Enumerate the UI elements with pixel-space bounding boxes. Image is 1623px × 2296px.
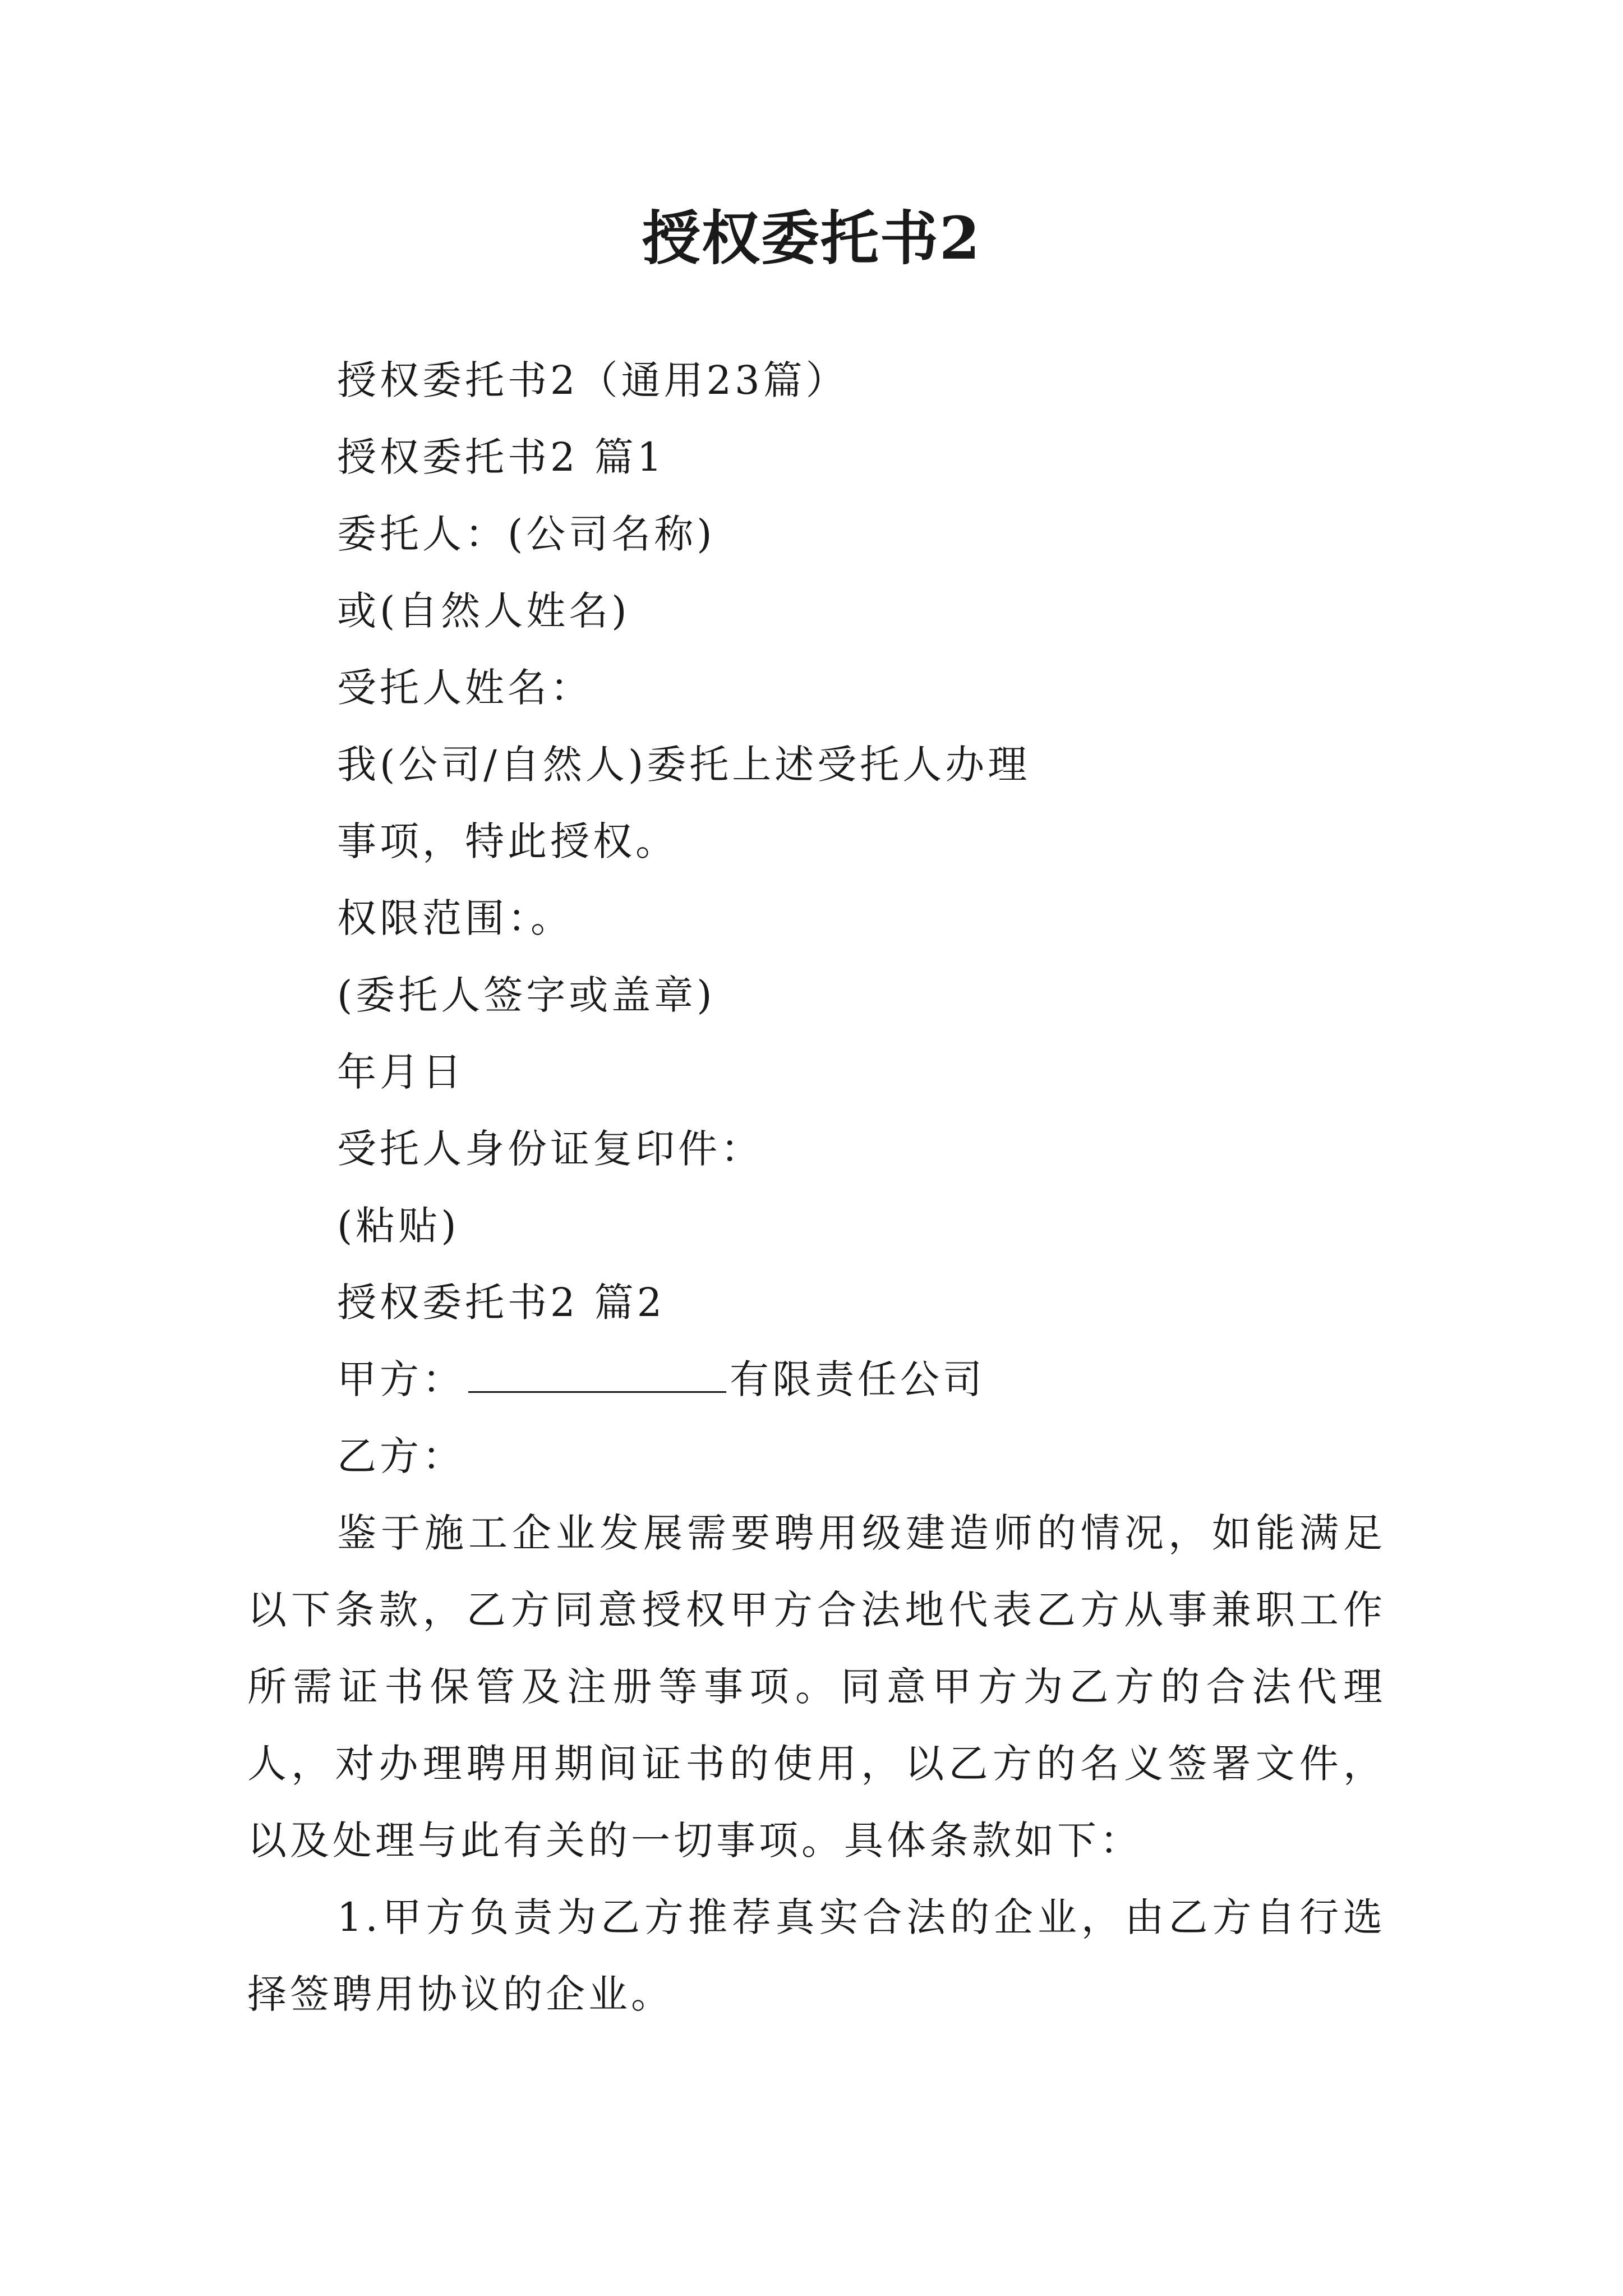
party-a-company-suffix: 有限责任公司 <box>730 1356 985 1402</box>
party-a-label: 甲方： <box>337 1356 465 1402</box>
text-line: 委托人：(公司名称) <box>337 511 716 557</box>
text-line: 受托人姓名： <box>337 665 593 711</box>
party-b-label: 乙方： <box>337 1433 465 1479</box>
text-line: (粘贴) <box>337 1203 460 1249</box>
section-heading: 授权委托书2 篇2 <box>337 1280 666 1326</box>
text-line: 权限范围：。 <box>337 895 573 941</box>
text-line: (委托人签字或盖章) <box>337 972 716 1018</box>
document-body <box>247 342 1386 2033</box>
party-a-line <box>247 1341 1386 1418</box>
blank-underline <box>468 1359 726 1393</box>
party-b-line <box>247 1418 1386 1495</box>
text-line: 事项，特此授权。 <box>337 818 678 864</box>
document-title: 授权委托书2 <box>642 204 981 273</box>
clause-paragraph: 1.甲方负责为乙方推荐真实合法的企业，由乙方自行选择签聘用协议的企业。 <box>247 1894 1386 2017</box>
body-paragraph: 鉴于施工企业发展需要聘用级建造师的情况，如能满足以下条款，乙方同意授权甲方合法地代表乙方从事兼职工作所需证书保管及注册等事项。同意甲方为乙方的合法代理人，对办理聘用期间证书的使用，以乙方的名义签署文件，以及处理与此有关的一切事项。具体条款如下： <box>247 1510 1386 1864</box>
text-line: 受托人身份证复印件： <box>337 1126 763 1172</box>
section-heading: 授权委托书2 篇1 <box>337 434 666 480</box>
text-line: 授权委托书2（通用23篇） <box>337 357 849 403</box>
text-line: 我(公司/自然人)委托上述受托人办理 <box>337 742 1031 788</box>
text-line: 或(自然人姓名) <box>337 588 630 634</box>
text-line: 年月日 <box>337 1049 465 1095</box>
